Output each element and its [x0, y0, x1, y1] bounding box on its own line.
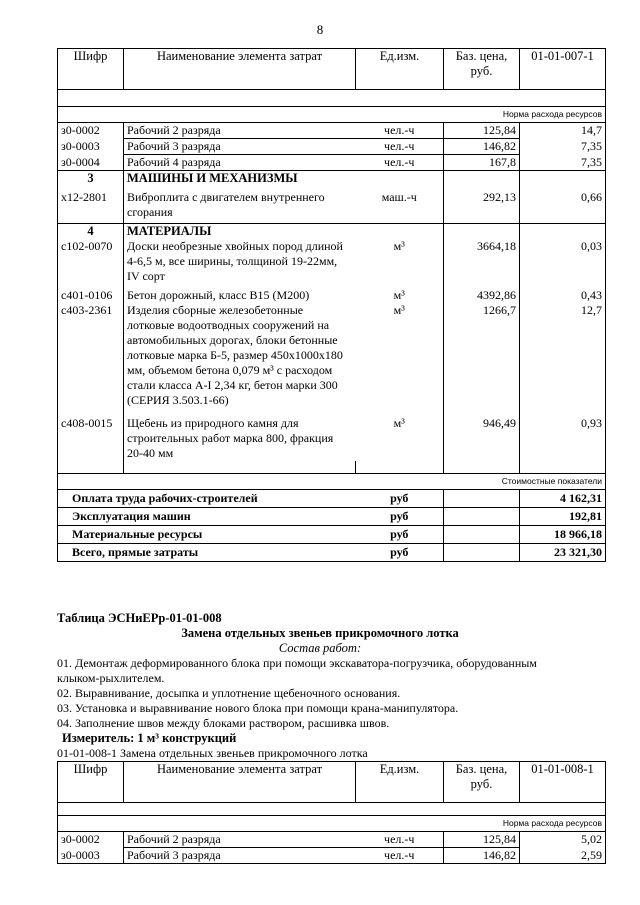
resource-name-line: (СЕРИЯ 3.503.1-66) [127, 393, 229, 407]
material-row [58, 408, 606, 461]
total-name: Всего, прямые затраты [58, 544, 356, 562]
resource-unit: чел.-ч [356, 155, 444, 171]
total-row [58, 508, 606, 526]
section-number: 3 [58, 171, 124, 187]
resource-name [124, 239, 356, 284]
empty-cell [444, 544, 520, 562]
labor-row [58, 123, 606, 139]
col-price-header: Баз. цена, руб. [444, 762, 520, 803]
total-value: 23 321,30 [520, 544, 606, 562]
resource-name [124, 186, 356, 224]
resource-unit: м³ [393, 303, 405, 317]
section-number: 4 [58, 224, 124, 240]
resource-price: 146,82 [444, 139, 520, 155]
resource-name-line: 20-40 мм [127, 446, 174, 460]
resource-price: 946,49 [444, 408, 520, 461]
resource-code: с401-0106 [58, 284, 124, 303]
resource-unit: м³ [393, 239, 405, 253]
resource-name-line: Виброплита с двигателем внутреннего [127, 190, 325, 204]
resource-table-2 [57, 761, 606, 864]
resource-name-line: Доски необрезные хвойных пород длиной [127, 239, 343, 253]
resource-code: з0-0002 [58, 123, 124, 139]
section-row-machines [58, 171, 606, 187]
total-unit: руб [356, 526, 444, 544]
col-norm-code-header: 01-01-008-1 [520, 762, 606, 803]
total-name: Оплата труда рабочих-строителей [58, 490, 356, 508]
resource-norm: 0,66 [520, 186, 606, 224]
section-title: МАТЕРИАЛЫ [124, 224, 356, 240]
resource-unit: чел.-ч [356, 139, 444, 155]
labor-row [58, 155, 606, 171]
col-price-header: Баз. цена, руб. [444, 49, 520, 90]
empty-cell [444, 224, 520, 240]
resource-unit: чел.-ч [356, 123, 444, 139]
col-code-header: Шифр [58, 49, 124, 90]
resource-name-line: лотковые марка Б-5, размер 450х1000х180 [127, 348, 343, 362]
total-name: Материальные ресурсы [58, 526, 356, 544]
resource-name: Рабочий 3 разряда [124, 848, 356, 864]
total-unit: руб [356, 508, 444, 526]
resource-norm: 14,7 [520, 123, 606, 139]
col-unit-header: Ед.изм. [356, 762, 444, 803]
resource-name-line: Бетон дорожный, класс B15 (M200) [127, 288, 310, 302]
col-name-header: Наименование элемента затрат [124, 49, 356, 90]
empty-cell [444, 490, 520, 508]
total-value: 4 162,31 [520, 490, 606, 508]
resource-norm: 12,7 [520, 303, 606, 408]
machine-row [58, 186, 606, 224]
labor-row [58, 139, 606, 155]
table-title: Таблица ЭСНиЕРр-01-01-008 [57, 611, 222, 625]
material-row [58, 303, 606, 408]
resource-name-line: 4-6,5 м, все ширины, толщиной 19-22мм, [127, 254, 338, 268]
resource-name [124, 303, 356, 408]
empty-cell [520, 224, 606, 240]
resource-name-line: автомобильных дорогах, блоки бетонные [127, 333, 338, 347]
col-name-header: Наименование элемента затрат [124, 762, 356, 803]
resource-name: Рабочий 2 разряда [124, 832, 356, 848]
works-heading: Состав работ: [278, 641, 362, 655]
labor-row [58, 848, 606, 864]
col-norm-code-header: 01-01-007-1 [520, 49, 606, 90]
cost-label: Стоимостные показатели [58, 474, 606, 490]
total-row [58, 526, 606, 544]
col-unit-header: Ед.изм. [356, 49, 444, 90]
total-value: 192,81 [520, 508, 606, 526]
resource-norm: 0,03 [520, 239, 606, 284]
resource-price: 1266,7 [444, 303, 520, 408]
resource-name: Рабочий 2 разряда [124, 123, 356, 139]
work-step: 03. Установка и выравнивание нового блока при помощи крана-манипулятора. [57, 701, 459, 715]
total-value: 18 966,18 [520, 526, 606, 544]
empty-cell [356, 224, 444, 240]
total-name: Эксплуатация машин [58, 508, 356, 526]
resource-name-line: IV сорт [127, 269, 165, 283]
resource-price: 4392,86 [444, 284, 520, 303]
section-title: МАШИНЫ И МЕХАНИЗМЫ [124, 171, 356, 187]
resource-name [124, 408, 356, 461]
resource-name: Рабочий 4 разряда [124, 155, 356, 171]
resource-name-line: строительных работ марка 800, фракция [127, 431, 334, 445]
resource-name: Рабочий 3 разряда [124, 139, 356, 155]
resource-price: 125,84 [444, 832, 520, 848]
resource-code: з0-0003 [58, 139, 124, 155]
resource-price: 146,82 [444, 848, 520, 864]
norm-label: Норма расхода ресурсов [58, 816, 606, 832]
table-header [58, 762, 606, 803]
total-row [58, 544, 606, 562]
resource-name-line: лотковые водоотводных сооружений на [127, 318, 330, 332]
resource-norm: 5,02 [520, 832, 606, 848]
empty-cell [444, 508, 520, 526]
resource-name-line: сгорания [127, 205, 173, 219]
norm-label: Норма расхода ресурсов [58, 107, 606, 123]
resource-code: с403-2361 [58, 303, 124, 408]
item-line: 01-01-008-1 Замена отдельных звеньев прикромочного лотка [57, 746, 368, 760]
resource-price: 167,8 [444, 155, 520, 171]
material-row [58, 239, 606, 284]
resource-norm: 7,35 [520, 139, 606, 155]
resource-name-line: Щебень из природного камня для [127, 416, 299, 430]
table-header [58, 49, 606, 90]
empty-cell [520, 171, 606, 187]
resource-code: з0-0003 [58, 848, 124, 864]
resource-norm: 7,35 [520, 155, 606, 171]
total-unit: руб [356, 544, 444, 562]
resource-unit: чел.-ч [356, 848, 444, 864]
work-step: клыком-рыхлителем. [57, 671, 165, 685]
resource-name-line: Изделия сборные железобетонные [127, 303, 304, 317]
total-unit: руб [356, 490, 444, 508]
resource-norm: 2,59 [520, 848, 606, 864]
resource-price: 125,84 [444, 123, 520, 139]
resource-unit: чел.-ч [356, 832, 444, 848]
resource-unit: м³ [393, 288, 405, 302]
labor-row [58, 832, 606, 848]
section-subtitle: Замена отдельных звеньев прикромочного лотка [181, 626, 459, 640]
resource-code: з0-0004 [58, 155, 124, 171]
resource-code: с408-0015 [58, 408, 124, 461]
empty-cell [444, 171, 520, 187]
page-number: 8 [316, 22, 324, 37]
work-step: 01. Демонтаж деформированного блока при помощи экскаватора-погрузчика, оборудованным [57, 656, 537, 670]
resource-price: 292,13 [444, 186, 520, 224]
material-row [58, 284, 606, 303]
resource-name [124, 284, 356, 303]
meter-line: Измеритель: 1 м³ конструкций [62, 731, 237, 745]
resource-table-1 [57, 48, 606, 562]
works-list [57, 656, 537, 731]
resource-unit: маш.-ч [381, 190, 417, 204]
resource-code: х12-2801 [58, 186, 124, 224]
resource-norm: 0,43 [520, 284, 606, 303]
work-step: 02. Выравнивание, досыпка и уплотнение щебеночного основания. [57, 686, 401, 700]
resource-name-line: мм, объемом бетона 0,079 м³ с расходом [127, 363, 333, 377]
resource-code: з0-0002 [58, 832, 124, 848]
col-code-header: Шифр [58, 762, 124, 803]
resource-norm: 0,93 [520, 408, 606, 461]
resource-code: с102-0070 [58, 239, 124, 284]
section-row-materials [58, 224, 606, 240]
empty-cell [356, 171, 444, 187]
resource-name-line: стали класса А-I 2,34 кг, бетон марки 300 [127, 378, 338, 392]
work-step: 04. Заполнение швов между блоками раствором, расшивка швов. [57, 716, 390, 730]
total-row [58, 490, 606, 508]
empty-cell [444, 526, 520, 544]
resource-unit: м³ [393, 416, 405, 430]
resource-price: 3664,18 [444, 239, 520, 284]
